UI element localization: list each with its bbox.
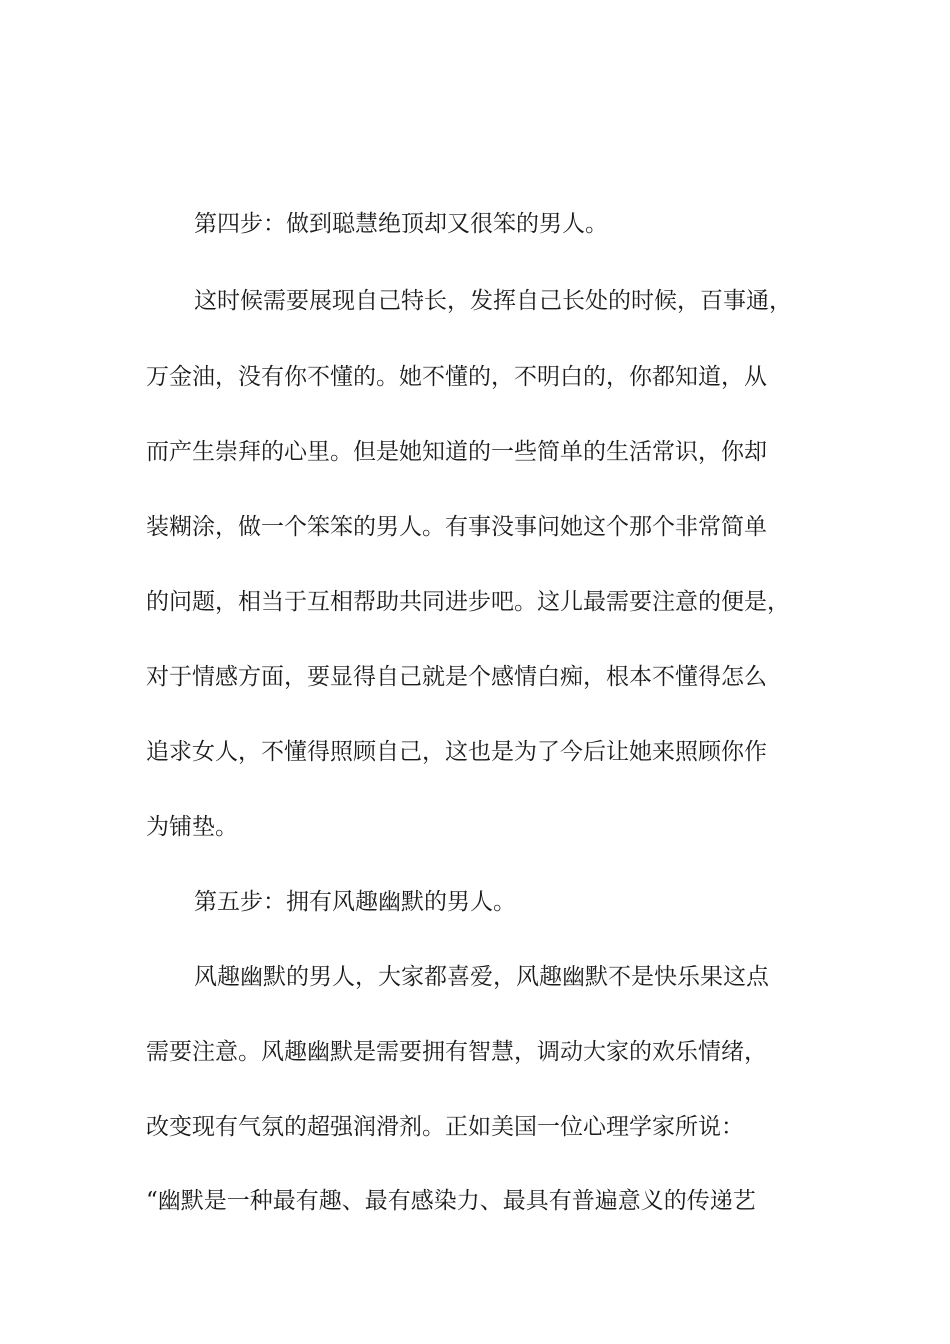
paragraph-line: 的问题，相当于互相帮助共同进步吧。这儿最需要注意的便是， xyxy=(146,589,790,615)
paragraph-line: 对于情感方面，要显得自己就是个感情白痴，根本不懂得怎么 xyxy=(146,664,767,690)
paragraph-line: 需要注意。风趣幽默是需要拥有智慧，调动大家的欢乐情绪， xyxy=(146,1039,767,1065)
paragraph-line: 装糊涂，做一个笨笨的男人。有事没事问她这个那个非常简单 xyxy=(146,514,767,540)
paragraph-line: 而产生崇拜的心里。但是她知道的一些简单的生活常识，你却 xyxy=(146,439,767,465)
paragraph-line: 改变现有气氛的超强润滑剂。正如美国一位心理学家所说： xyxy=(146,1114,744,1140)
paragraph-line: “幽默是一种最有趣、最有感染力、最具有普遍意义的传递艺 xyxy=(146,1188,756,1214)
paragraph-line: 追求女人，不懂得照顾自己，这也是为了今后让她来照顾你作 xyxy=(146,739,767,765)
heading-step-four: 第四步：做到聪慧绝顶却又很笨的男人。 xyxy=(194,211,608,237)
heading-step-five: 第五步：拥有风趣幽默的男人。 xyxy=(194,889,516,915)
paragraph-line: 风趣幽默的男人，大家都喜爱，风趣幽默不是快乐果这点 xyxy=(194,964,769,990)
paragraph-line: 这时候需要展现自己特长，发挥自己长处的时候，百事通， xyxy=(194,288,792,314)
paragraph-line: 万金油，没有你不懂的。她不懂的，不明白的，你都知道，从 xyxy=(146,364,767,390)
paragraph-line: 为铺垫。 xyxy=(146,814,238,840)
